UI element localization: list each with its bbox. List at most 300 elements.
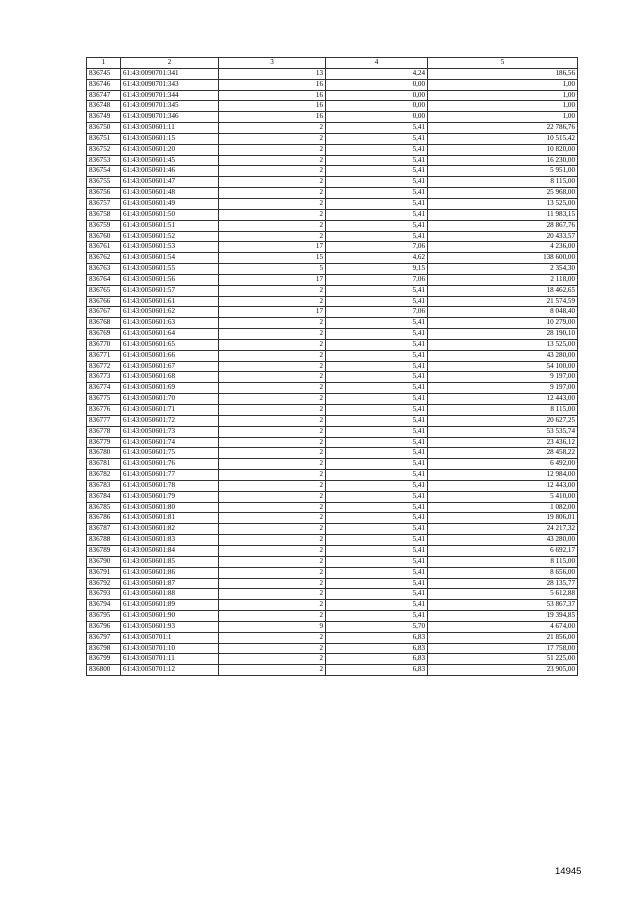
table-cell-col-4: 5,41 xyxy=(326,578,428,589)
table-cell-col-4: 5,41 xyxy=(326,480,428,491)
table-cell-col-3: 2 xyxy=(219,372,326,383)
table-cell-col-2: 61:43:0050601:78 xyxy=(121,480,219,491)
table-cell-col-2: 61:43:0050601:70 xyxy=(121,394,219,405)
table-row xyxy=(87,231,578,242)
table-cell-col-2: 61:43:0050601:57 xyxy=(121,285,219,296)
table-cell-col-5: 28 458,22 xyxy=(428,448,578,459)
table-cell-col-3: 2 xyxy=(219,329,326,340)
table-cell-col-2: 61:43:0050601:46 xyxy=(121,166,219,177)
table-row xyxy=(87,209,578,220)
table-cell-col-2: 61:43:0050601:66 xyxy=(121,350,219,361)
table-cell-col-5: 19 394,85 xyxy=(428,611,578,622)
table-cell-col-5: 12 443,00 xyxy=(428,394,578,405)
table-cell-col-2: 61:43:0050601:20 xyxy=(121,144,219,155)
column-header-4: 4 xyxy=(326,58,428,69)
table-cell-col-4: 5,41 xyxy=(326,231,428,242)
table-row xyxy=(87,448,578,459)
table-cell-col-1: 836795 xyxy=(87,611,121,622)
table-cell-col-3: 2 xyxy=(219,513,326,524)
table-row xyxy=(87,621,578,632)
table-cell-col-3: 2 xyxy=(219,524,326,535)
table-cell-col-2: 61:43:0050601:11 xyxy=(121,123,219,134)
table-cell-col-3: 2 xyxy=(219,188,326,199)
table-cell-col-3: 2 xyxy=(219,611,326,622)
table-cell-col-2: 61:43:0050601:65 xyxy=(121,339,219,350)
table-cell-col-3: 2 xyxy=(219,318,326,329)
table-row xyxy=(87,654,578,665)
table-cell-col-2: 61:43:0050601:67 xyxy=(121,361,219,372)
table-cell-col-5: 6 692,17 xyxy=(428,545,578,556)
table-cell-col-2: 61:43:0050601:71 xyxy=(121,405,219,416)
table-row xyxy=(87,426,578,437)
table-cell-col-4: 5,41 xyxy=(326,567,428,578)
data-table xyxy=(86,57,578,676)
table-cell-col-4: 5,70 xyxy=(326,621,428,632)
table-cell-col-3: 2 xyxy=(219,535,326,546)
table-row xyxy=(87,296,578,307)
table-cell-col-2: 61:43:0050601:50 xyxy=(121,209,219,220)
table-cell-col-1: 836794 xyxy=(87,600,121,611)
table-cell-col-3: 17 xyxy=(219,274,326,285)
table-cell-col-5: 8 115,00 xyxy=(428,177,578,188)
table-row xyxy=(87,632,578,643)
table-cell-col-3: 2 xyxy=(219,632,326,643)
table-cell-col-5: 28 867,76 xyxy=(428,220,578,231)
table-cell-col-2: 61:43:0050601:64 xyxy=(121,329,219,340)
table-cell-col-4: 5,41 xyxy=(326,209,428,220)
table-cell-col-4: 5,41 xyxy=(326,177,428,188)
table-cell-col-1: 836793 xyxy=(87,589,121,600)
table-cell-col-2: 61:43:0050701:10 xyxy=(121,643,219,654)
table-cell-col-3: 2 xyxy=(219,394,326,405)
table-cell-col-5: 10 279,00 xyxy=(428,318,578,329)
table-cell-col-3: 2 xyxy=(219,578,326,589)
table-cell-col-1: 836800 xyxy=(87,665,121,676)
table-cell-col-3: 2 xyxy=(219,231,326,242)
table-cell-col-5: 4 236,00 xyxy=(428,242,578,253)
table-cell-col-1: 836765 xyxy=(87,285,121,296)
table-cell-col-1: 836781 xyxy=(87,459,121,470)
table-cell-col-2: 61:43:0090701:346 xyxy=(121,112,219,123)
table-row xyxy=(87,253,578,264)
table-row xyxy=(87,405,578,416)
table-cell-col-1: 836758 xyxy=(87,209,121,220)
table-row xyxy=(87,318,578,329)
table-cell-col-4: 5,41 xyxy=(326,600,428,611)
table-row xyxy=(87,513,578,524)
table-cell-col-4: 5,41 xyxy=(326,144,428,155)
table-cell-col-5: 53 867,37 xyxy=(428,600,578,611)
table-cell-col-2: 61:43:0050601:77 xyxy=(121,470,219,481)
table-row xyxy=(87,101,578,112)
table-row xyxy=(87,665,578,676)
table-cell-col-2: 61:43:0050601:85 xyxy=(121,556,219,567)
table-cell-col-1: 836789 xyxy=(87,545,121,556)
table-cell-col-5: 8 048,40 xyxy=(428,307,578,318)
table-cell-col-5: 23 905,00 xyxy=(428,665,578,676)
table-cell-col-2: 61:43:0050601:82 xyxy=(121,524,219,535)
table-cell-col-2: 61:43:0050601:56 xyxy=(121,274,219,285)
table-cell-col-4: 5,41 xyxy=(326,296,428,307)
table-cell-col-3: 2 xyxy=(219,437,326,448)
table-row xyxy=(87,68,578,79)
table-cell-col-5: 8 115,00 xyxy=(428,405,578,416)
table-cell-col-1: 836777 xyxy=(87,415,121,426)
table-cell-col-5: 1,00 xyxy=(428,112,578,123)
table-cell-col-2: 61:43:0090701:343 xyxy=(121,79,219,90)
table-cell-col-5: 28 135,77 xyxy=(428,578,578,589)
table-cell-col-5: 5 951,00 xyxy=(428,166,578,177)
table-cell-col-1: 836764 xyxy=(87,274,121,285)
table-row xyxy=(87,415,578,426)
table-cell-col-4: 5,41 xyxy=(326,491,428,502)
table-cell-col-3: 5 xyxy=(219,264,326,275)
table-cell-col-4: 7,06 xyxy=(326,307,428,318)
table-cell-col-4: 6,83 xyxy=(326,643,428,654)
table-row xyxy=(87,220,578,231)
table-cell-col-3: 2 xyxy=(219,144,326,155)
table-cell-col-3: 2 xyxy=(219,665,326,676)
table-row xyxy=(87,545,578,556)
table-cell-col-1: 836790 xyxy=(87,556,121,567)
page-number: 14945 xyxy=(555,866,582,877)
table-cell-col-1: 836761 xyxy=(87,242,121,253)
table-row xyxy=(87,470,578,481)
table-cell-col-4: 5,41 xyxy=(326,502,428,513)
table-cell-col-3: 16 xyxy=(219,79,326,90)
table-cell-col-4: 0,00 xyxy=(326,79,428,90)
table-cell-col-3: 2 xyxy=(219,198,326,209)
table-cell-col-3: 2 xyxy=(219,600,326,611)
table-row xyxy=(87,133,578,144)
table-row xyxy=(87,480,578,491)
table-cell-col-3: 16 xyxy=(219,101,326,112)
table-cell-col-1: 836747 xyxy=(87,90,121,101)
table-cell-col-1: 836771 xyxy=(87,350,121,361)
table-cell-col-1: 836759 xyxy=(87,220,121,231)
table-cell-col-2: 61:43:0050601:55 xyxy=(121,264,219,275)
table-cell-col-5: 21 856,00 xyxy=(428,632,578,643)
table-cell-col-1: 836783 xyxy=(87,480,121,491)
table-cell-col-5: 1 082,00 xyxy=(428,502,578,513)
table-cell-col-5: 51 225,00 xyxy=(428,654,578,665)
table-cell-col-1: 836779 xyxy=(87,437,121,448)
table-row xyxy=(87,491,578,502)
table-row xyxy=(87,177,578,188)
table-cell-col-4: 6,83 xyxy=(326,654,428,665)
table-row xyxy=(87,589,578,600)
table-cell-col-3: 2 xyxy=(219,654,326,665)
table-cell-col-2: 61:43:0050601:87 xyxy=(121,578,219,589)
table-cell-col-3: 2 xyxy=(219,220,326,231)
table-cell-col-2: 61:43:0050601:52 xyxy=(121,231,219,242)
table-cell-col-4: 5,41 xyxy=(326,556,428,567)
table-row xyxy=(87,285,578,296)
table-cell-col-1: 836751 xyxy=(87,133,121,144)
table-row xyxy=(87,144,578,155)
table-cell-col-2: 61:43:0090701:341 xyxy=(121,68,219,79)
table-cell-col-2: 61:43:0050701:1 xyxy=(121,632,219,643)
table-cell-col-1: 836773 xyxy=(87,372,121,383)
table-cell-col-1: 836792 xyxy=(87,578,121,589)
table-cell-col-2: 61:43:0090701:344 xyxy=(121,90,219,101)
table-cell-col-4: 5,41 xyxy=(326,372,428,383)
table-cell-col-3: 2 xyxy=(219,426,326,437)
table-cell-col-3: 2 xyxy=(219,285,326,296)
table-cell-col-1: 836778 xyxy=(87,426,121,437)
table-row xyxy=(87,274,578,285)
table-cell-col-5: 24 217,32 xyxy=(428,524,578,535)
table-row xyxy=(87,578,578,589)
table-cell-col-3: 2 xyxy=(219,361,326,372)
table-cell-col-3: 16 xyxy=(219,112,326,123)
table-cell-col-1: 836772 xyxy=(87,361,121,372)
table-cell-col-3: 2 xyxy=(219,556,326,567)
table-cell-col-3: 2 xyxy=(219,545,326,556)
table-cell-col-2: 61:43:0050601:63 xyxy=(121,318,219,329)
table-cell-col-4: 5,41 xyxy=(326,459,428,470)
table-cell-col-4: 4,62 xyxy=(326,253,428,264)
table-cell-col-2: 61:43:0050601:53 xyxy=(121,242,219,253)
table-cell-col-5: 1,00 xyxy=(428,90,578,101)
table-cell-col-4: 4,24 xyxy=(326,68,428,79)
table-cell-col-1: 836763 xyxy=(87,264,121,275)
table-cell-col-4: 5,41 xyxy=(326,329,428,340)
table-row xyxy=(87,350,578,361)
table-cell-col-5: 13 525,00 xyxy=(428,198,578,209)
table-cell-col-3: 2 xyxy=(219,166,326,177)
table-cell-col-4: 5,41 xyxy=(326,188,428,199)
table-cell-col-4: 5,41 xyxy=(326,220,428,231)
table-cell-col-1: 836785 xyxy=(87,502,121,513)
table-cell-col-4: 5,41 xyxy=(326,339,428,350)
table-cell-col-1: 836766 xyxy=(87,296,121,307)
table-cell-col-5: 28 190,10 xyxy=(428,329,578,340)
table-cell-col-3: 16 xyxy=(219,90,326,101)
table-cell-col-4: 5,41 xyxy=(326,513,428,524)
table-cell-col-1: 836784 xyxy=(87,491,121,502)
table-cell-col-4: 5,41 xyxy=(326,524,428,535)
table-cell-col-5: 5 612,88 xyxy=(428,589,578,600)
table-cell-col-4: 5,41 xyxy=(326,405,428,416)
table-row xyxy=(87,383,578,394)
table-row xyxy=(87,329,578,340)
table-row xyxy=(87,79,578,90)
table-cell-col-5: 2 354,30 xyxy=(428,264,578,275)
table-row xyxy=(87,459,578,470)
table-cell-col-1: 836780 xyxy=(87,448,121,459)
table-cell-col-1: 836750 xyxy=(87,123,121,134)
table-cell-col-5: 53 535,74 xyxy=(428,426,578,437)
table-cell-col-2: 61:43:0050601:89 xyxy=(121,600,219,611)
table-cell-col-4: 5,41 xyxy=(326,470,428,481)
table-cell-col-5: 20 627,25 xyxy=(428,415,578,426)
table-row xyxy=(87,361,578,372)
table-cell-col-5: 11 983,15 xyxy=(428,209,578,220)
table-cell-col-5: 19 806,01 xyxy=(428,513,578,524)
table-cell-col-5: 8 656,00 xyxy=(428,567,578,578)
table-cell-col-5: 12 984,00 xyxy=(428,470,578,481)
table-cell-col-5: 1,00 xyxy=(428,101,578,112)
table-cell-col-4: 5,41 xyxy=(326,611,428,622)
table-cell-col-3: 2 xyxy=(219,405,326,416)
table-cell-col-1: 836791 xyxy=(87,567,121,578)
table-cell-col-2: 61:43:0050601:15 xyxy=(121,133,219,144)
table-cell-col-3: 2 xyxy=(219,383,326,394)
column-header-5: 5 xyxy=(428,58,578,69)
table-cell-col-3: 2 xyxy=(219,177,326,188)
table-cell-col-1: 836752 xyxy=(87,144,121,155)
table-cell-col-3: 2 xyxy=(219,415,326,426)
table-body xyxy=(87,68,578,675)
table-cell-col-3: 2 xyxy=(219,567,326,578)
table-cell-col-1: 836768 xyxy=(87,318,121,329)
table-cell-col-4: 5,41 xyxy=(326,383,428,394)
table-cell-col-4: 6,83 xyxy=(326,665,428,676)
table-cell-col-1: 836774 xyxy=(87,383,121,394)
table-row xyxy=(87,535,578,546)
table-cell-col-2: 61:43:0050601:80 xyxy=(121,502,219,513)
table-cell-col-4: 9,15 xyxy=(326,264,428,275)
table-cell-col-4: 5,41 xyxy=(326,123,428,134)
table-cell-col-5: 8 115,00 xyxy=(428,556,578,567)
table-row xyxy=(87,567,578,578)
table-cell-col-2: 61:43:0050601:79 xyxy=(121,491,219,502)
table-cell-col-3: 2 xyxy=(219,491,326,502)
table-cell-col-4: 5,41 xyxy=(326,155,428,166)
table-cell-col-1: 836762 xyxy=(87,253,121,264)
table-cell-col-4: 5,41 xyxy=(326,133,428,144)
table-cell-col-2: 61:43:0050601:47 xyxy=(121,177,219,188)
table-cell-col-3: 2 xyxy=(219,589,326,600)
table-cell-col-5: 2 118,00 xyxy=(428,274,578,285)
table-row xyxy=(87,264,578,275)
table-row xyxy=(87,643,578,654)
table-cell-col-3: 2 xyxy=(219,470,326,481)
table-cell-col-4: 5,41 xyxy=(326,535,428,546)
table-row xyxy=(87,307,578,318)
table-cell-col-5: 9 197,00 xyxy=(428,383,578,394)
table-cell-col-3: 2 xyxy=(219,502,326,513)
table-cell-col-2: 61:43:0050601:69 xyxy=(121,383,219,394)
table-row xyxy=(87,556,578,567)
table-cell-col-3: 2 xyxy=(219,155,326,166)
table-cell-col-1: 836788 xyxy=(87,535,121,546)
column-header-1: 1 xyxy=(87,58,121,69)
table-cell-col-1: 836786 xyxy=(87,513,121,524)
table-cell-col-1: 836756 xyxy=(87,188,121,199)
table-cell-col-2: 61:43:0050601:62 xyxy=(121,307,219,318)
table-cell-col-3: 2 xyxy=(219,123,326,134)
table-cell-col-1: 836754 xyxy=(87,166,121,177)
table-cell-col-4: 5,41 xyxy=(326,426,428,437)
table-cell-col-1: 836753 xyxy=(87,155,121,166)
table-cell-col-5: 23 436,12 xyxy=(428,437,578,448)
table-row xyxy=(87,123,578,134)
table-cell-col-1: 836760 xyxy=(87,231,121,242)
table-cell-col-5: 43 280,00 xyxy=(428,350,578,361)
table-cell-col-5: 20 433,57 xyxy=(428,231,578,242)
table-cell-col-3: 9 xyxy=(219,621,326,632)
table-cell-col-4: 7,06 xyxy=(326,242,428,253)
table-row xyxy=(87,611,578,622)
table-cell-col-1: 836775 xyxy=(87,394,121,405)
table-row xyxy=(87,394,578,405)
table-row xyxy=(87,372,578,383)
table-cell-col-1: 836767 xyxy=(87,307,121,318)
table-cell-col-2: 61:43:0050601:83 xyxy=(121,535,219,546)
table-cell-col-1: 836797 xyxy=(87,632,121,643)
table-cell-col-4: 5,41 xyxy=(326,318,428,329)
table-cell-col-5: 21 574,59 xyxy=(428,296,578,307)
table-cell-col-5: 9 197,00 xyxy=(428,372,578,383)
table-cell-col-1: 836799 xyxy=(87,654,121,665)
table-cell-col-4: 5,41 xyxy=(326,589,428,600)
table-cell-col-1: 836787 xyxy=(87,524,121,535)
table-cell-col-1: 836782 xyxy=(87,470,121,481)
table-cell-col-2: 61:43:0050601:74 xyxy=(121,437,219,448)
table-cell-col-2: 61:43:0050601:49 xyxy=(121,198,219,209)
table-row xyxy=(87,188,578,199)
table-cell-col-4: 0,00 xyxy=(326,90,428,101)
table-cell-col-1: 836757 xyxy=(87,198,121,209)
table-cell-col-2: 61:43:0050601:88 xyxy=(121,589,219,600)
table-cell-col-5: 18 462,65 xyxy=(428,285,578,296)
table-cell-col-2: 61:43:0050601:61 xyxy=(121,296,219,307)
table-cell-col-1: 836776 xyxy=(87,405,121,416)
table-row xyxy=(87,90,578,101)
table-cell-col-5: 1,00 xyxy=(428,79,578,90)
table-cell-col-5: 54 100,00 xyxy=(428,361,578,372)
table-cell-col-4: 6,83 xyxy=(326,632,428,643)
table-cell-col-5: 16 230,00 xyxy=(428,155,578,166)
table-cell-col-3: 15 xyxy=(219,253,326,264)
table-cell-col-3: 2 xyxy=(219,339,326,350)
table-cell-col-3: 2 xyxy=(219,133,326,144)
table-cell-col-5: 13 525,00 xyxy=(428,339,578,350)
table-cell-col-2: 61:43:0050601:84 xyxy=(121,545,219,556)
table-cell-col-5: 10 515,42 xyxy=(428,133,578,144)
column-header-2: 2 xyxy=(121,58,219,69)
table-cell-col-4: 5,41 xyxy=(326,198,428,209)
table-row xyxy=(87,155,578,166)
table-cell-col-5: 4 674,00 xyxy=(428,621,578,632)
table-cell-col-5: 22 786,76 xyxy=(428,123,578,134)
table-cell-col-2: 61:43:0050701:12 xyxy=(121,665,219,676)
table-cell-col-1: 836748 xyxy=(87,101,121,112)
table-cell-col-2: 61:43:0050601:45 xyxy=(121,155,219,166)
table-cell-col-1: 836755 xyxy=(87,177,121,188)
table-cell-col-5: 6 492,00 xyxy=(428,459,578,470)
table-cell-col-1: 836796 xyxy=(87,621,121,632)
table-cell-col-4: 5,41 xyxy=(326,394,428,405)
table-cell-col-2: 61:43:0090701:345 xyxy=(121,101,219,112)
table-cell-col-2: 61:43:0050601:72 xyxy=(121,415,219,426)
table-cell-col-1: 836749 xyxy=(87,112,121,123)
table-row xyxy=(87,166,578,177)
table-cell-col-2: 61:43:0050601:76 xyxy=(121,459,219,470)
table-cell-col-4: 0,00 xyxy=(326,112,428,123)
table-cell-col-4: 5,41 xyxy=(326,415,428,426)
table-cell-col-4: 5,41 xyxy=(326,285,428,296)
table-cell-col-5: 5 410,00 xyxy=(428,491,578,502)
table-cell-col-2: 61:43:0050601:75 xyxy=(121,448,219,459)
table-cell-col-3: 17 xyxy=(219,242,326,253)
table-cell-col-4: 5,41 xyxy=(326,545,428,556)
table-cell-col-5: 25 968,00 xyxy=(428,188,578,199)
table-cell-col-4: 0,00 xyxy=(326,101,428,112)
table-cell-col-2: 61:43:0050601:90 xyxy=(121,611,219,622)
